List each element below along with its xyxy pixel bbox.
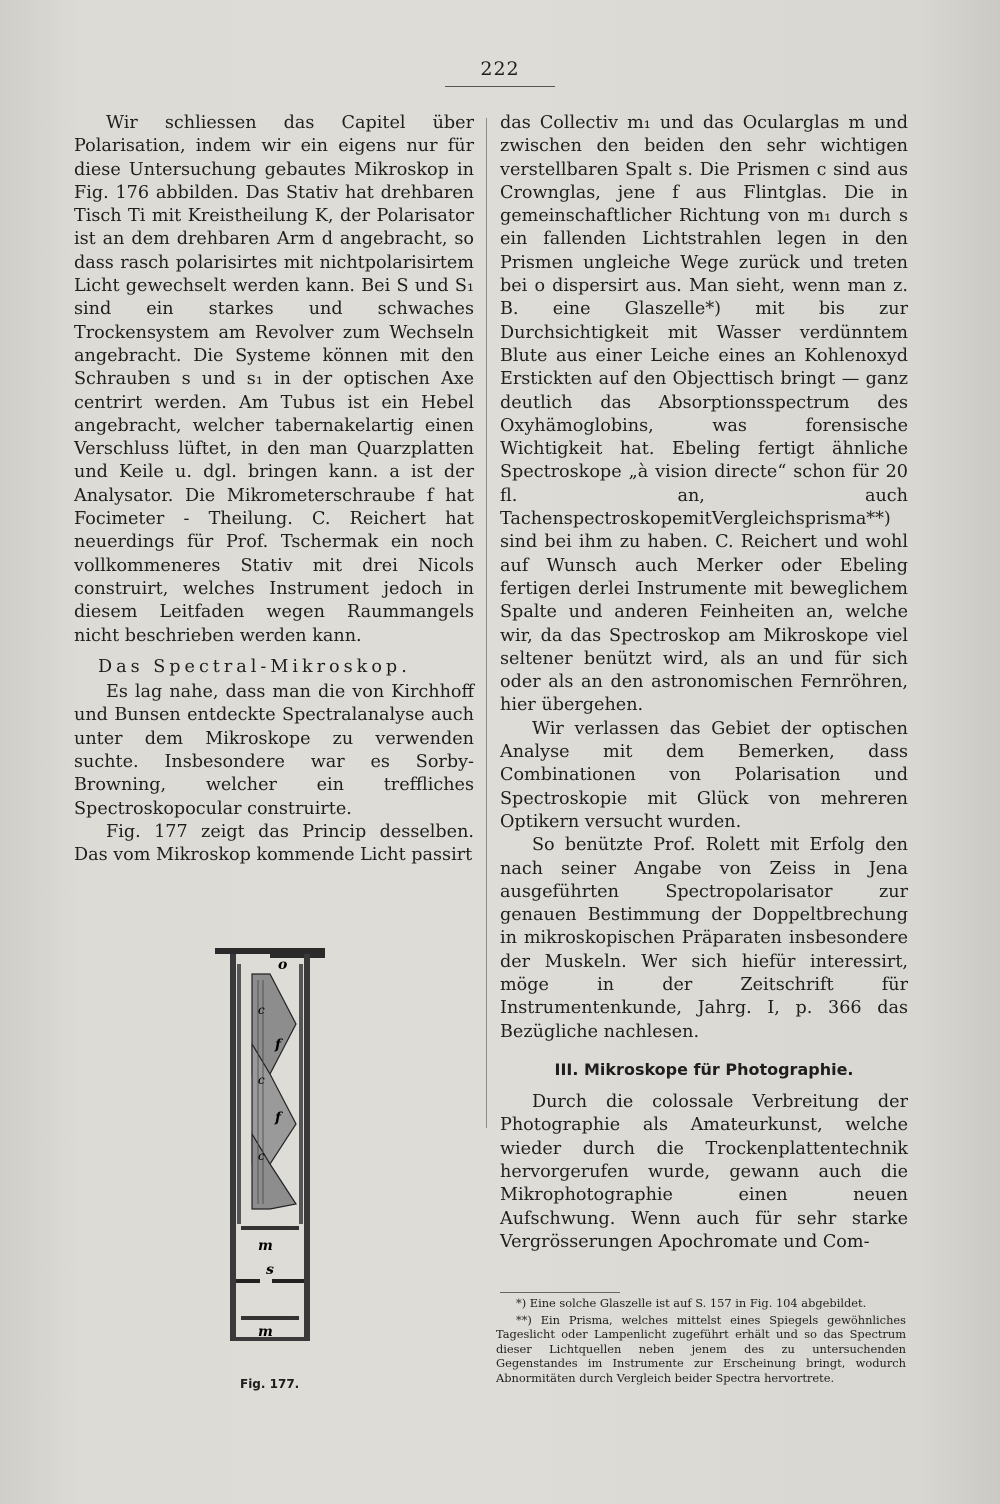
label-o: o: [278, 957, 288, 973]
footnote-rule: [500, 1292, 620, 1293]
column-divider: [486, 118, 487, 1128]
label-s-slit: s: [266, 1262, 274, 1278]
footnote-2: **) Ein Prisma, welches mittelst eines Spiegels gewöhnliches Tageslicht oder Lampenlicht zugeführt erhält und so das Spectrum dieser Lichtquellen neben jenem des zu untersuchenden Gegenstandes im Instrumente zur Erscheinung bringt, wodurch Abnormitäten durch Vergleich beider Spectra hervortrete.: [496, 1312, 906, 1385]
spectral-microscope-heading: Das Spectral-Mikroskop.: [98, 656, 411, 677]
label-m-upper: m: [258, 1238, 273, 1254]
label-m-lower: m: [258, 1324, 273, 1340]
spectroscope-diagram: [200, 944, 340, 1344]
label-c-upper: c: [258, 1003, 265, 1017]
footnotes: [496, 1296, 906, 1388]
page-number-rule: [445, 86, 555, 87]
left-paragraph-1: Wir schliessen das Capitel über Polarisation, indem wir ein eigens nur für diese Untersuchung gebautes Mikroskop in Fig. 176 abbilden. Das Stativ hat drehbaren Tisch Ti mit Kreistheilung K, der Polarisator ist an dem drehbaren Arm d angebracht, so dass rasch polarisirtes mit nichtpolarisirtem Licht gewechselt werden kann. Bei S und S₁ sind ein starkes und schwaches Trockensystem am Revolver zum Wechseln angebracht. Die Systeme können mit den Schrauben s und s₁ in der optischen Axe centrirt werden. Am Tubus ist ein Hebel angebracht, welcher tabernakelartig einen Verschluss lüftet, in den man Quarzplatten und Keile u. dgl. bringen kann. a ist der Analysator. Die Mikrometerschraube f hat Focimeter - Theilung. C. Reichert hat neuerdings für Prof. Tschermak ein noch vollkommeneres Stativ mit drei Nicols construirt, welches Instrument jedoch in diesem Leitfaden wegen Raummangels nicht beschrieben werden kann.: [74, 113, 474, 646]
label-c-middle: c: [258, 1073, 265, 1087]
label-c-lower: c: [258, 1149, 265, 1163]
label-f-lower: f: [275, 1110, 282, 1126]
right-column: [500, 112, 908, 1254]
photography-section-heading: III. Mikroskope für Photographie.: [554, 1059, 854, 1079]
right-paragraph-1: das Collectiv m₁ und das Ocularglas m und zwischen den beiden den sehr wichtigen verstellbaren Spalt s. Die Prismen c sind aus Crownglas, jene f aus Flintglas. Die in gemeinschaftlicher Richtung von m₁ durch s ein fallenden Lichtstrahlen legen in den Prismen ungleiche Wege zurück und treten bei o dispersirt aus. Man sieht, wenn man z. B. eine Glaszelle*) mit bis zur Durchsichtigkeit mit Wasser verdünntem Blute aus einer Leiche eines an Kohlenoxyd Erstickten auf den Objecttisch bringt — ganz deutlich das Absorptionsspectrum des Oxyhämoglobins, was forensische Wichtigkeit hat. Ebeling fertigt ähnliche Spectroskope „à vision directe“ schon für 20 fl. an, auch TachenspectroskopemitVergleichsprisma**) sind bei ihm zu haben. C. Reichert und wohl auf Wunsch auch Merker oder Ebeling fertigen derlei Instrumente mit beweglichem Spalte und anderen Feinheiten an, welche wir, da das Spectroskop am Mikroskope viel seltener benützt wird, als an und für sich oder als an den astronomischen Fernröhren, hier übergehen.: [500, 113, 908, 716]
footnote-1: *) Eine solche Glaszelle ist auf S. 157 in Fig. 104 abgebildet.: [516, 1296, 867, 1310]
right-paragraph-3: So benützte Prof. Rolett mit Erfolg den nach seiner Angabe von Zeiss in Jena ausgeführten Spectropolarisator zur genauen Bestimmung der Doppeltbrechung in mikroskopischen Präparaten insbesondere der Muskeln. Wer sich hiefür interessirt, möge in der Zeitschrift für Instrumentenkunde, Jahrg. I, p. 366 das Bezügliche nachlesen.: [500, 835, 908, 1042]
right-paragraph-2: Wir verlassen das Gebiet der optischen Analyse mit dem Bemerken, dass Combinationen von Polarisation und Spectroskopie mit Glück von mehreren Optikern versucht wurden.: [500, 718, 908, 832]
figure-177-spectroscope-ocular: [200, 944, 340, 1364]
page-number: 222: [480, 58, 520, 80]
left-paragraph-2: Es lag nahe, dass man die von Kirchhoff und Bunsen entdeckte Spectralanalyse auch unter dem Mikroskope zu verwenden suchte. Insbesondere war es Sorby-Browning, welcher ein treffliches Spectroskopocular construirte.: [74, 682, 474, 819]
right-paragraph-4: Durch die colossale Verbreitung der Photographie als Amateurkunst, welche wieder durch die Trockenplattentechnik hervorgerufen wurde, gewann auch die Mikrophotographie einen neuen Aufschwung. Wenn auch für sehr starke Vergrösserungen Apochromate und Com-: [500, 1092, 908, 1252]
figure-caption: Fig. 177.: [240, 1377, 300, 1391]
left-paragraph-3: Fig. 177 zeigt das Princip desselben. Das vom Mikroskop kommende Licht passirt: [74, 821, 474, 866]
left-column: [74, 112, 474, 868]
label-f-upper: f: [275, 1037, 282, 1053]
